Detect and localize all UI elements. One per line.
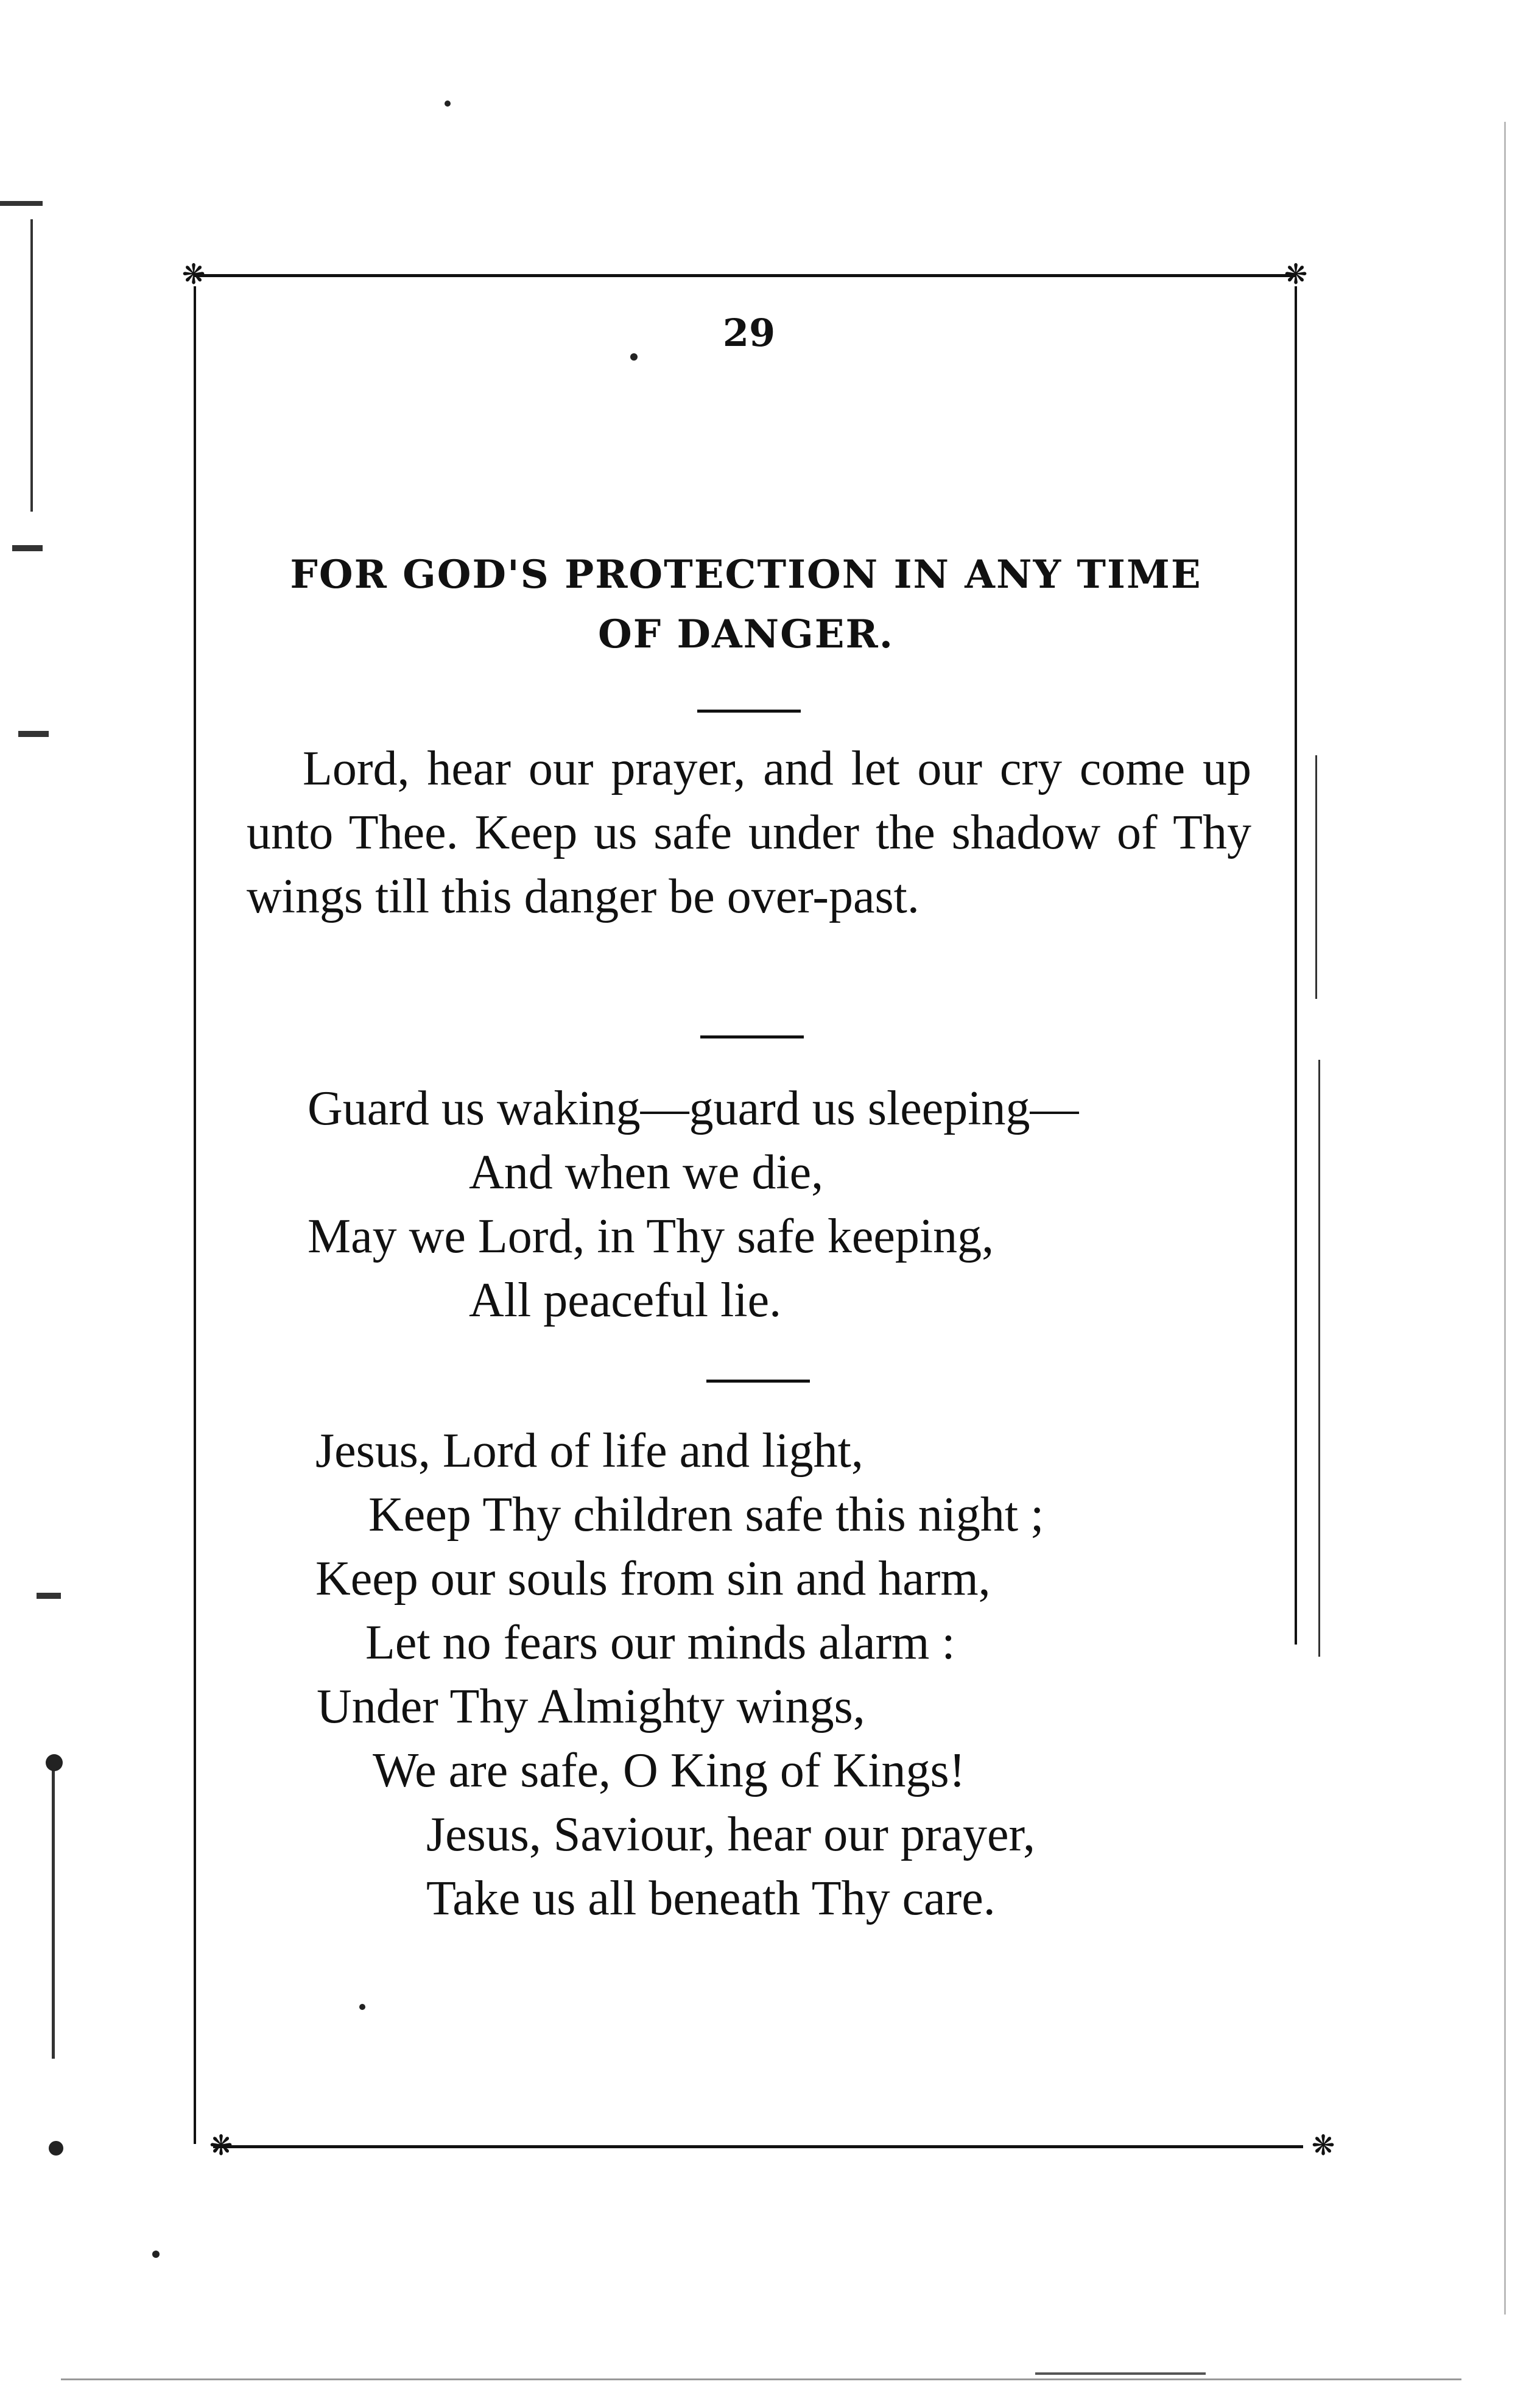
scan-mark bbox=[1315, 755, 1317, 999]
top-border-rule bbox=[194, 274, 1296, 277]
verse-line: Under Thy Almighty wings, bbox=[317, 1680, 865, 1733]
section-divider bbox=[700, 1035, 804, 1038]
verse-line: And when we die, bbox=[469, 1146, 824, 1199]
verse-line: We are safe, O King of Kings! bbox=[373, 1744, 966, 1797]
section-divider bbox=[697, 710, 801, 713]
verse-line: May we Lord, in Thy safe keeping, bbox=[308, 1210, 994, 1263]
section-divider bbox=[706, 1380, 810, 1383]
corner-ornament-icon: ❋ bbox=[209, 2130, 233, 2161]
verse-line: Take us all beneath Thy care. bbox=[426, 1872, 996, 1925]
right-border-rule bbox=[1295, 286, 1297, 1645]
scan-mark bbox=[37, 1593, 61, 1599]
left-border-rule bbox=[194, 286, 196, 2144]
scan-speck bbox=[46, 1754, 63, 1771]
corner-ornament-icon: ❋ bbox=[181, 259, 206, 290]
verse-line: Keep Thy children safe this night ; bbox=[368, 1488, 1044, 1542]
page-number: 29 bbox=[722, 311, 776, 355]
verse-line: Keep our souls from sin and harm, bbox=[315, 1552, 991, 1606]
verse-line: Jesus, Saviour, hear our prayer, bbox=[426, 1808, 1035, 1861]
scan-mark bbox=[0, 201, 43, 206]
verse-line: Let no fears our minds alarm : bbox=[365, 1616, 955, 1669]
scan-mark bbox=[12, 545, 43, 551]
scan-mark bbox=[1318, 1060, 1320, 1657]
corner-ornament-icon: ❋ bbox=[1311, 2130, 1335, 2161]
scan-mark bbox=[1504, 122, 1506, 2315]
scan-speck bbox=[445, 100, 451, 107]
heading-line: FOR GOD'S PROTECTION IN ANY TIME bbox=[290, 552, 1202, 598]
verse-line: Guard us waking—guard us sleeping— bbox=[308, 1082, 1079, 1135]
corner-ornament-icon: ❋ bbox=[1284, 259, 1308, 290]
scan-mark bbox=[52, 1766, 55, 2059]
scan-mark bbox=[61, 2378, 1461, 2380]
scan-speck bbox=[630, 353, 638, 361]
scan-mark bbox=[18, 731, 49, 737]
heading-line: OF DANGER. bbox=[597, 612, 895, 657]
verse-line: Jesus, Lord of life and light, bbox=[315, 1424, 863, 1478]
scan-mark bbox=[30, 219, 33, 512]
prayer-paragraph bbox=[247, 737, 1251, 929]
bottom-border-rule bbox=[213, 2145, 1303, 2148]
scan-speck bbox=[49, 2141, 63, 2156]
prayer-heading bbox=[241, 545, 1251, 665]
scan-mark bbox=[1035, 2372, 1206, 2375]
prayer-text: Lord, hear our prayer, and let our cry come up unto Thee. Keep us safe under the shadow of Thy wings till this danger be over-past. bbox=[247, 742, 1251, 923]
scan-speck bbox=[152, 2251, 160, 2258]
verse-line: All peaceful lie. bbox=[469, 1274, 782, 1327]
scan-speck bbox=[359, 2004, 365, 2010]
